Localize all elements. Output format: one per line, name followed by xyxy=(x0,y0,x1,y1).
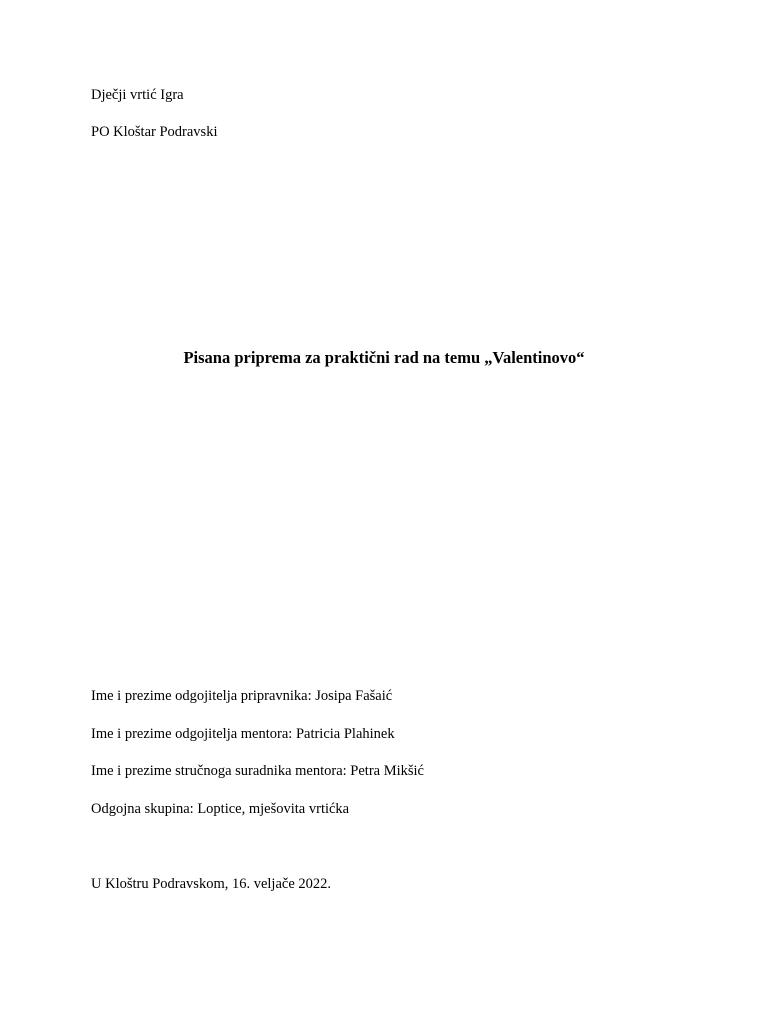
document-title: Pisana priprema za praktični rad na temu „Valentinovo“ xyxy=(183,348,585,367)
trainee-line: Ime i prezime odgojitelja pripravnika: Josipa Fašaić xyxy=(91,688,393,704)
associate-mentor-line: Ime i prezime stručnoga suradnika mentora: Petra Mikšić xyxy=(91,763,424,779)
institution-name: Dječji vrtić Igra xyxy=(91,87,184,103)
group-line: Odgojna skupina: Loptice, mješovita vrtićka xyxy=(91,801,350,817)
mentor-line: Ime i prezime odgojitelja mentora: Patricia Plahinek xyxy=(91,726,395,742)
institution-unit: PO Kloštar Podravski xyxy=(91,124,218,140)
place-date-line: U Kloštru Podravskom, 16. veljače 2022. xyxy=(91,876,332,892)
